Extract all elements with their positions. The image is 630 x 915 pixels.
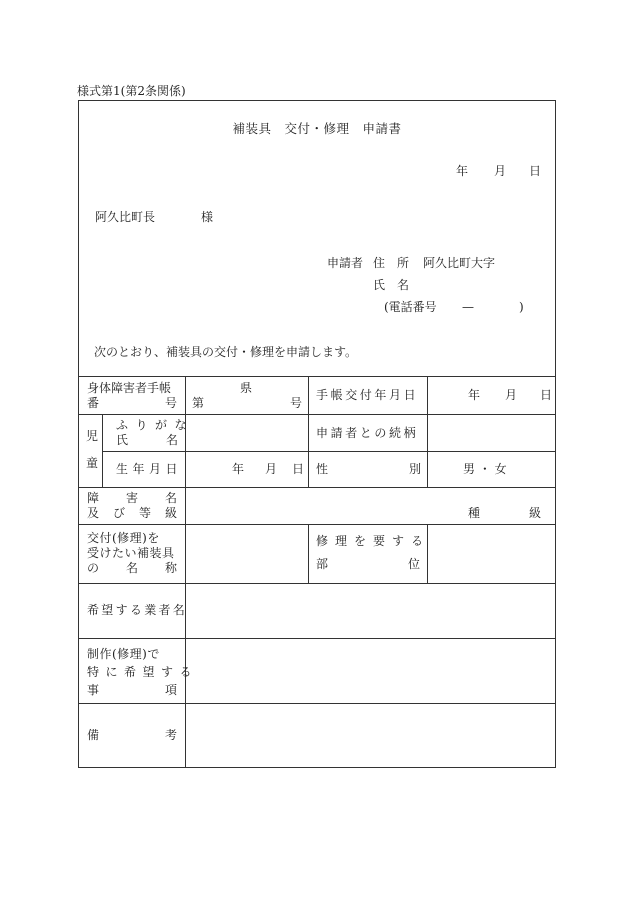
addressee: 阿久比町長 <box>95 210 156 224</box>
table-top-line <box>78 376 556 377</box>
repair-part-label-line1: 修理を要する <box>316 534 431 548</box>
table-col-line <box>427 376 428 487</box>
grade-level-label: 級 <box>529 506 542 520</box>
device-label-line1: 交付(修理)を <box>87 531 160 545</box>
vendor-label: 希望する業者名 <box>87 603 188 617</box>
sex-label-b: 別 <box>409 462 422 476</box>
birth-year-label: 年 <box>232 462 245 476</box>
birth-day-label: 日 <box>292 462 305 476</box>
furigana-label: ふりがな <box>116 418 195 432</box>
device-label-line2: 受けたい補装具 <box>87 546 175 560</box>
birth-date-label: 生年月日 <box>116 462 183 476</box>
wish-label-line1: 制作(修理)で <box>87 647 160 661</box>
wish-label-line3: 事 項 <box>87 683 177 697</box>
table-line <box>78 638 556 639</box>
date-year-label: 年 <box>456 164 469 178</box>
issue-year-label: 年 <box>468 388 481 402</box>
address-label: 住 所 <box>373 256 410 270</box>
device-label-line3: の 名 称 <box>87 561 177 575</box>
number-dai-label: 第 <box>192 396 205 410</box>
phone-close: ) <box>519 300 524 314</box>
phone-open: (電話番号 <box>384 300 437 314</box>
sex-label-a: 性 <box>316 462 329 476</box>
table-line <box>78 583 556 584</box>
table-col-line <box>308 376 309 487</box>
issue-date-label: 手帳交付年月日 <box>316 388 419 402</box>
issue-month-label: 月 <box>505 388 518 402</box>
honorific: 様 <box>201 210 214 224</box>
grade-kind-label: 種 <box>468 506 481 520</box>
form-title: 補装具 交付・修理 申請書 <box>232 121 402 136</box>
table-col-line <box>185 376 186 767</box>
table-col-line <box>308 524 309 583</box>
table-line <box>78 524 556 525</box>
disability-label-line1: 障 害 名 <box>87 491 177 505</box>
name-label: 氏 名 <box>373 278 410 292</box>
wish-label-line2: 特に希望する <box>87 665 199 679</box>
table-col-line <box>102 414 103 487</box>
disability-label-line2: 及 び 等 級 <box>87 506 177 520</box>
date-month-label: 月 <box>494 164 507 178</box>
table-line <box>78 414 556 415</box>
date-day-label: 日 <box>529 164 542 178</box>
table-line <box>78 487 556 488</box>
issue-day-label: 日 <box>540 388 553 402</box>
number-go-label: 号 <box>290 396 303 410</box>
repair-part-label-line2: 部 位 <box>316 557 420 571</box>
phone-dash: — <box>462 300 474 314</box>
handbook-label-line1: 身体障害者手帳 <box>87 381 172 395</box>
table-line <box>78 703 556 704</box>
table-col-line <box>427 524 428 583</box>
applicant-label: 申請者 <box>327 256 364 270</box>
intro-sentence: 次のとおり、補装具の交付・修理を申請します。 <box>94 345 358 359</box>
form-number-label: 様式第1(第2条関係) <box>77 84 186 98</box>
birth-month-label: 月 <box>265 462 278 476</box>
child-name-label: 氏 名 <box>116 433 178 447</box>
handbook-label-line2: 番 号 <box>87 396 177 410</box>
prefecture-label: 県 <box>240 381 253 395</box>
sex-value: 男 ・ 女 <box>463 462 507 476</box>
table-line <box>102 451 556 452</box>
child-label-a: 児 <box>86 429 99 443</box>
remarks-label: 備 考 <box>87 728 177 742</box>
address-value: 阿久比町大字 <box>423 256 496 270</box>
relation-label: 申請者との続柄 <box>316 426 419 440</box>
child-label-b: 童 <box>86 456 99 470</box>
